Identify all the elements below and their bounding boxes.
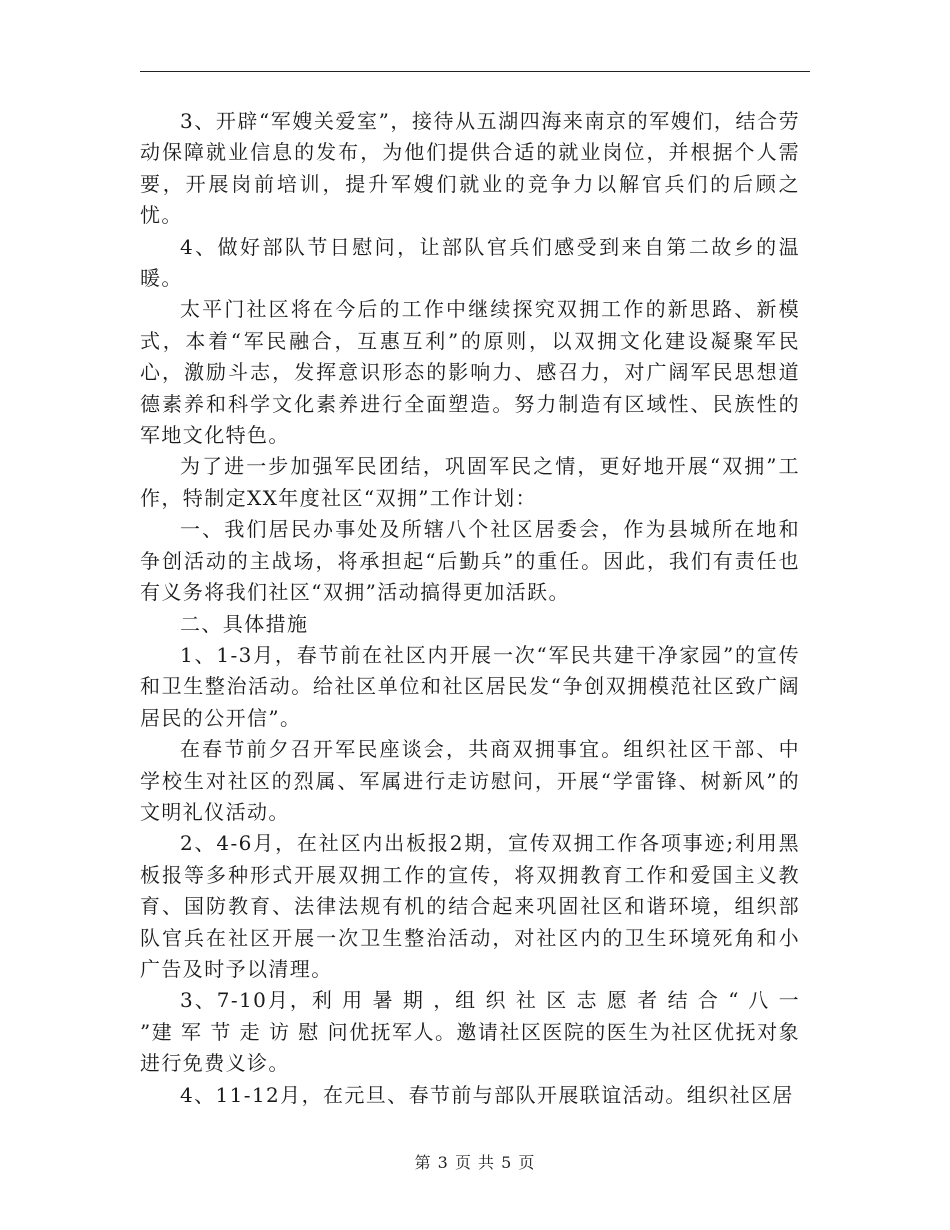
- section-heading: 二、具体措施: [180, 611, 309, 636]
- paragraph: 一、我们居民办事处及所辖八个社区居委会，作为县城所在地和争创活动的主战场，将承担起“后勤兵”的重任。因此，我们有责任也有义务将我们社区“双拥”活动搞得更加活跃。: [140, 517, 800, 605]
- paragraph: 3、开辟“军嫂关爱室”，接待从五湖四海来南京的军嫂们，结合劳动保障就业信息的发布，为他们提供合适的就业岗位，并根据个人需要，开展岗前培训，提升军嫂们就业的竞争力以解官兵们的后顾之忧。: [140, 109, 800, 228]
- paragraph: 3、7-10月，利 用 暑 期 ，组 织 社 区 志 愿 者 结 合 “ 八 一 ”建 军 节 走 访 慰 问优抚军人。邀请社区医院的医生为社区优抚对象进行免费义诊。: [140, 988, 800, 1076]
- paragraph: 4、做好部队节日慰问，让部队官兵们感受到来自第二故乡的温暖。: [140, 234, 800, 291]
- paragraph: 为了进一步加强军民团结，巩固军民之情，更好地开展“双拥”工作，特制定XX年度社区“双拥”工作计划：: [140, 454, 800, 510]
- paragraph: 在春节前夕召开军民座谈会，共商双拥事宜。组织社区干部、中学校生对社区的烈属、军属进行走访慰问，开展“学雷锋、树新风”的文明礼仪活动。: [140, 737, 800, 824]
- paragraph: 1、1-3月，春节前在社区内开展一次“军民共建干净家园”的宣传和卫生整治活动。给社区单位和社区居民发“争创双拥模范社区致广阔居民的公开信”。: [140, 642, 800, 730]
- paragraph: 2、4-6月，在社区内出板报2期，宣传双拥工作各项事迹;利用黑板报等多种形式开展双拥工作的宣传，将双拥教育工作和爱国主义教育、国防教育、法律法规有机的结合起来巩固社区和谐环境，组织部队官兵在社区开展一次卫生整治活动，对社区内的卫生环境死角和小广告及时予以清理。: [140, 831, 800, 981]
- header-rule: [140, 71, 810, 72]
- paragraph: 4、11-12月，在元旦、春节前与部队开展联谊活动。组织社区居: [180, 1082, 794, 1107]
- paragraph: 太平门社区将在今后的工作中继续探究双拥工作的新思路、新模式，本着“军民融合，互惠互利”的原则，以双拥文化建设凝聚军民心，激励斗志，发挥意识形态的影响力、感召力，对广阔军民思想道德素养和科学文化素养进行全面塑造。努力制造有区域性、民族性的军地文化特色。: [140, 297, 800, 448]
- page-number: 第 3 页 共 5 页: [414, 1153, 536, 1172]
- document-body: [140, 106, 800, 1111]
